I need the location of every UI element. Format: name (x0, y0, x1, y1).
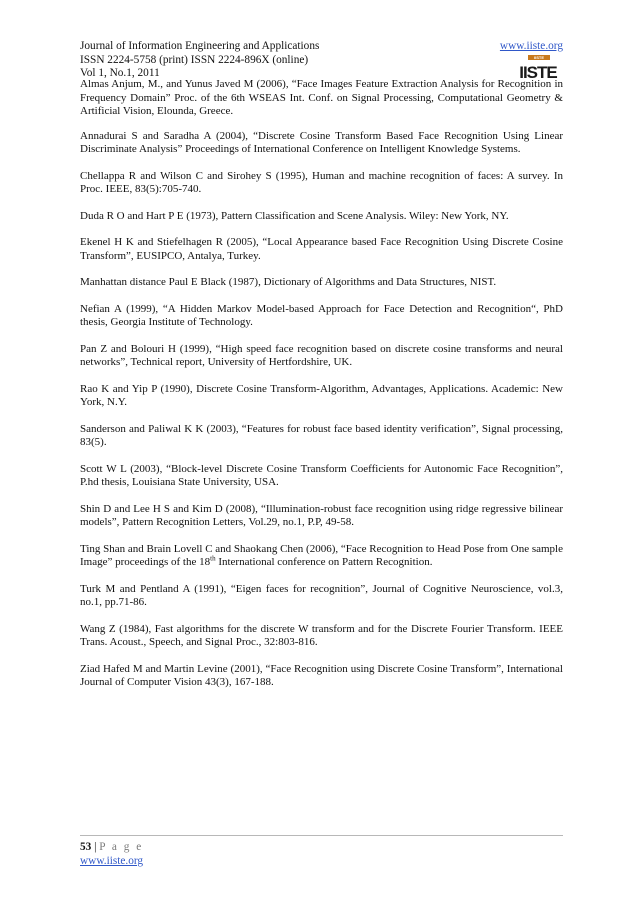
reference-item (80, 543, 563, 570)
reference-item: Rao K and Yip P (1990), Discrete Cosine Transform-Algorithm, Advantages, Applications. Academic: New York, N.Y. (80, 382, 563, 408)
reference-item: Pan Z and Bolouri H (1999), “High speed face recognition based on discrete cosine transforms and neural networks”, Technical report, University of Hertfordshire, UK. (80, 342, 563, 368)
reference-item: Ekenel H K and Stiefelhagen R (2005), “Local Appearance based Face Recognition Using Discrete Cosine Transform”, EUSIPCO, Antalya, Turkey. (80, 236, 563, 262)
reference-list (80, 78, 563, 703)
reference-item: Duda R O and Hart P E (1973), Pattern Classification and Scene Analysis. Wiley: New York, NY. (80, 209, 509, 222)
issn-line: ISSN 2224-5758 (print) ISSN 2224-896X (online) (80, 53, 309, 66)
superscript-th: th (210, 554, 216, 563)
page-footer (80, 840, 143, 868)
reference-item: Chellappa R and Wilson C and Sirohey S (1995), Human and machine recognition of faces: A survey. In Proc. IEEE, 83(5):705-740. (80, 169, 563, 195)
page-label: P a g e (99, 841, 144, 853)
reference-text: Ting Shan and Brain Lovell C and Shaokang Chen (2006), “Face Recognition to Head Pose from One sample Image” proceedings of the 18 (80, 542, 563, 568)
reference-item: Almas Anjum, M., and Yunus Javed M (2006), “Face Images Feature Extraction Analysis for Recognition in Frequency Domain” Proc. of the 6th WSEAS Int. Conf. on Signal Processing, Computational Geometry & Artificial Vision, Elounda, Greece. (80, 78, 563, 117)
journal-title: Journal of Information Engineering and Applications (80, 40, 320, 52)
reference-item: Ziad Hafed M and Martin Levine (2001), “Face Recognition using Discrete Cosine Transform”, International Journal of Computer Vision 43(3), 167-188. (80, 662, 563, 688)
reference-item: Manhattan distance Paul E Black (1987), Dictionary of Algorithms and Data Structures, NIST. (80, 276, 497, 288)
volume-line: Vol 1, No.1, 2011 (80, 67, 160, 79)
iiste-logo (515, 54, 561, 80)
svg-text:IISTE: IISTE (519, 63, 557, 80)
reference-item: Sanderson and Paliwal K K (2003), “Features for robust face based identity verification”, Signal processing, 83(5). (80, 422, 563, 448)
footer-website-link[interactable]: www.iiste.org (80, 855, 144, 867)
page-separator: | (91, 841, 100, 853)
reference-item: Wang Z (1984), Fast algorithms for the discrete W transform and for the Discrete Fourier Transform. IEEE Trans. Acoust., Speech, and Signal Proc., 32:803-816. (80, 622, 563, 648)
reference-item: Nefian A (1999), “A Hidden Markov Model-based Approach for Face Detection and Recognition“, PhD thesis, Georgia Institute of Technology. (80, 302, 563, 328)
header-website-link[interactable]: www.iiste.org (499, 40, 563, 52)
svg-text:IISTE: IISTE (533, 55, 545, 60)
page-number: 53 (80, 841, 92, 853)
footer-divider (80, 835, 563, 836)
page-header (80, 40, 563, 81)
reference-text: International conference on Pattern Recognition. (215, 556, 433, 568)
reference-item: Scott W L (2003), “Block-level Discrete Cosine Transform Coefficients for Autonomic Face Recognition”, P.hd thesis, Louisiana State University, USA. (80, 462, 563, 488)
reference-item: Turk M and Pentland A (1991), “Eigen faces for recognition”, Journal of Cognitive Neuroscience, vol.3, no.1, pp.71-86. (80, 582, 563, 608)
reference-item: Shin D and Lee H S and Kim D (2008), “Illumination-robust face recognition using ridge regressive bilinear models”, Pattern Recognition Letters, Vol.29, no.1, P.P, 49-58. (80, 502, 563, 528)
reference-item: Annadurai S and Saradha A (2004), “Discrete Cosine Transform Based Face Recognition Using Linear Discriminate Analysis” Proceedings of International Conference on Intelligent Knowledge Systems. (80, 129, 563, 155)
